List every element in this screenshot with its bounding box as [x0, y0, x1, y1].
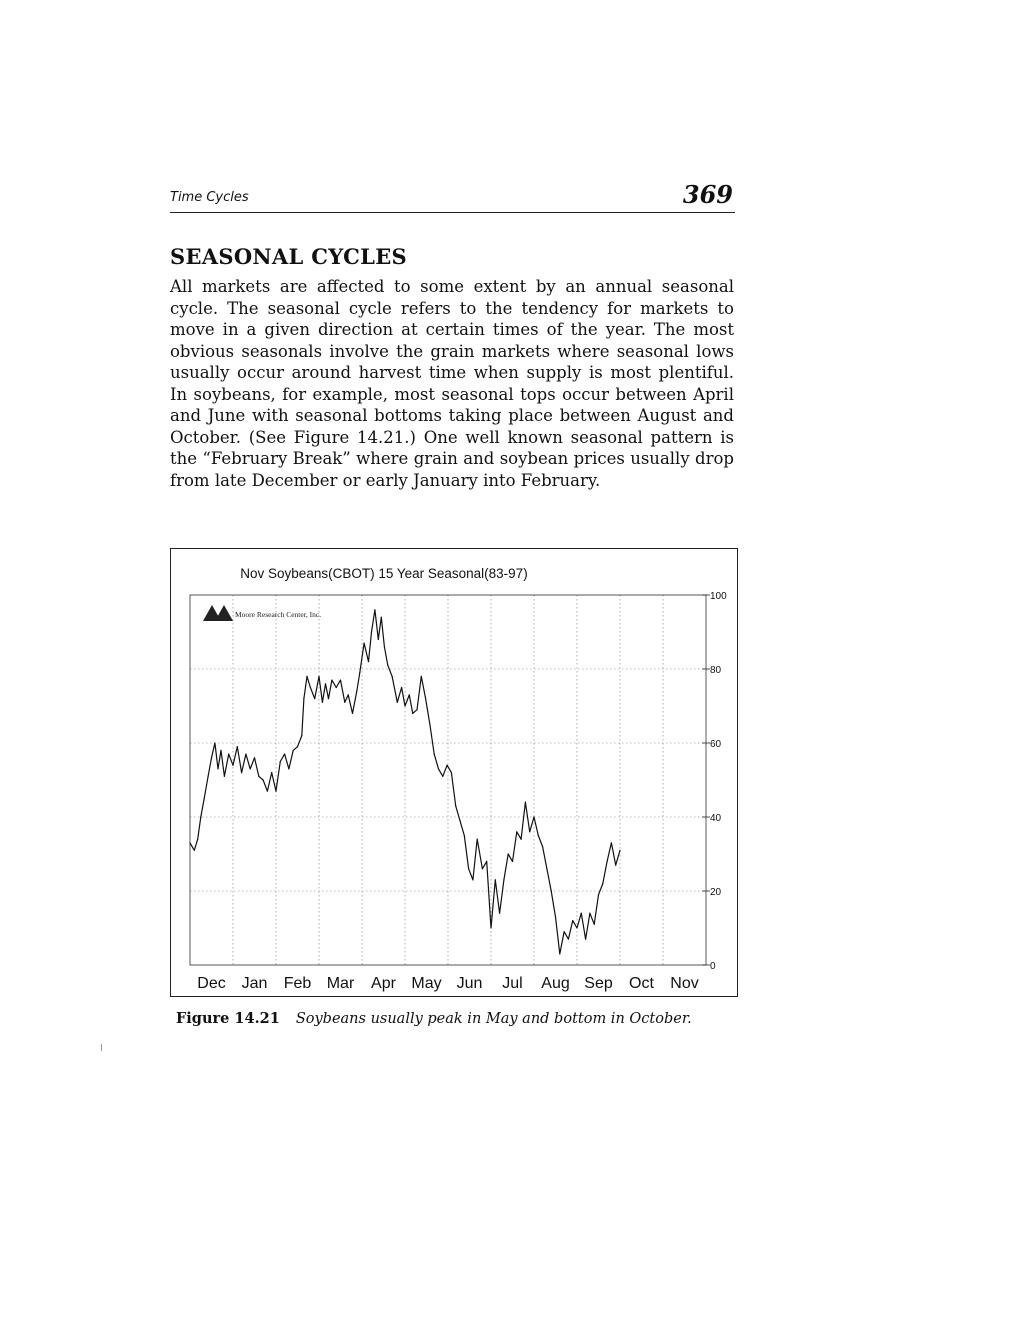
series-point [359, 672, 360, 673]
series-point [352, 713, 353, 714]
series-point [325, 683, 326, 684]
x-tick-label: Dec [197, 975, 226, 992]
series-point [284, 754, 285, 755]
series-point [429, 724, 430, 725]
series-point [598, 894, 599, 895]
series-point [551, 890, 552, 891]
series-point [455, 805, 456, 806]
series-point [217, 768, 218, 769]
series-point [421, 676, 422, 677]
series-point [245, 754, 246, 755]
series-point [482, 868, 483, 869]
series-point [525, 802, 526, 803]
series-point [340, 680, 341, 681]
series-point [464, 835, 465, 836]
series-point [224, 776, 225, 777]
series-point [585, 939, 586, 940]
scan-mark [101, 1044, 102, 1051]
series-point [303, 698, 304, 699]
figure-caption-text: Soybeans usually peak in May and bottom in October. [295, 1011, 692, 1027]
series-point [607, 861, 608, 862]
series-point [615, 865, 616, 866]
series-point [490, 927, 491, 928]
series-point [546, 868, 547, 869]
series-point [318, 676, 319, 677]
figure-caption [176, 1010, 692, 1027]
series-point [200, 816, 201, 817]
series-point [468, 868, 469, 869]
series-point [228, 754, 229, 755]
x-axis [197, 975, 698, 992]
series-point [392, 676, 393, 677]
series-point [254, 757, 255, 758]
seasonal-chart [171, 549, 737, 996]
series-point [241, 772, 242, 773]
series-point [275, 791, 276, 792]
series-point [364, 643, 365, 644]
series-point [331, 680, 332, 681]
figure-label: Figure 14.21 [176, 1010, 280, 1027]
running-head: Time Cycles [170, 190, 249, 205]
series-point [314, 698, 315, 699]
series-point [538, 835, 539, 836]
series-point [368, 661, 369, 662]
series-point [328, 698, 329, 699]
series-point [447, 765, 448, 766]
series-points [189, 609, 620, 954]
page-header [170, 182, 735, 213]
series-point [508, 853, 509, 854]
series-point [267, 791, 268, 792]
series-point [451, 772, 452, 773]
series-point [416, 709, 417, 710]
series-point [503, 879, 504, 880]
figure-frame [170, 548, 738, 997]
series-point [555, 916, 556, 917]
series-point [263, 779, 264, 780]
series-point [387, 665, 388, 666]
logo-mark-right [215, 605, 233, 621]
y-tick-label: 0 [710, 961, 716, 972]
chart-title: Nov Soybeans(CBOT) 15 Year Seasonal(83-97) [240, 566, 528, 581]
series-point [425, 698, 426, 699]
series-point [237, 746, 238, 747]
series-point [533, 816, 534, 817]
moore-research-logo [203, 605, 321, 621]
y-tick-label: 20 [710, 887, 722, 898]
x-tick-label: May [411, 975, 442, 992]
x-tick-label: Sep [584, 975, 613, 992]
series-point [322, 702, 323, 703]
page-number: 369 [682, 180, 733, 209]
series-point [250, 768, 251, 769]
series-point [477, 839, 478, 840]
x-tick-label: Jul [502, 975, 523, 992]
series-point [348, 694, 349, 695]
series-point [521, 839, 522, 840]
series-point [280, 761, 281, 762]
series-point [371, 631, 372, 632]
series-point [356, 691, 357, 692]
x-tick-label: Aug [541, 975, 570, 992]
series-point [204, 798, 205, 799]
series-point [310, 687, 311, 688]
y-tick-label: 60 [710, 739, 722, 750]
series-point [572, 920, 573, 921]
chart-grid [190, 595, 706, 965]
series-point [271, 772, 272, 773]
series-point [412, 713, 413, 714]
series-point [293, 750, 294, 751]
series-point [344, 702, 345, 703]
series-point [384, 646, 385, 647]
series-point [499, 913, 500, 914]
series-point [397, 702, 398, 703]
logo-text: Moore Research Center, Inc. [235, 610, 322, 619]
series-point [197, 839, 198, 840]
x-tick-label: Jan [241, 975, 268, 992]
series-point [258, 776, 259, 777]
series-point [512, 861, 513, 862]
series-point [194, 850, 195, 851]
series-point [438, 768, 439, 769]
series-point [434, 754, 435, 755]
series-point [594, 924, 595, 925]
series-point [602, 883, 603, 884]
x-tick-label: Oct [629, 975, 654, 992]
series-point [516, 831, 517, 832]
series-point [459, 820, 460, 821]
series-point [409, 694, 410, 695]
series-point [232, 765, 233, 766]
series-point [208, 776, 209, 777]
series-point [611, 842, 612, 843]
series-point [189, 842, 190, 843]
series-point [486, 861, 487, 862]
series-point [568, 939, 569, 940]
series-point [559, 953, 560, 954]
series-point [381, 617, 382, 618]
section-title: SEASONAL CYCLES [170, 244, 407, 269]
series-point [581, 913, 582, 914]
series-point [301, 735, 302, 736]
series-point [576, 927, 577, 928]
x-tick-label: Apr [371, 975, 396, 992]
series-point [589, 913, 590, 914]
series-point [495, 879, 496, 880]
series-point [336, 687, 337, 688]
series-point [401, 687, 402, 688]
series-point [542, 846, 543, 847]
y-tick-label: 40 [710, 813, 722, 824]
x-tick-label: Mar [326, 975, 355, 992]
series-point [214, 742, 215, 743]
series-point [619, 850, 620, 851]
body-paragraph: All markets are affected to some extent by an annual seasonal cycle. The seasonal cycle refers to the tendency for markets to move in a given direction at certain times of the year. The most obvious seasonals involve the grain markets where seasonal lows usually occur around harvest time when supply is most plentiful. In soybeans, for example, most seasonal tops occur between April and June with seasonal bottoms taking place between August and October. (See Figure 14.21.) One well known seasonal pattern is the “February Break” where grain and soybean prices usually drop from late December or early January into February. [170, 277, 734, 490]
series-point [220, 750, 221, 751]
series-line [190, 610, 620, 954]
series-point [472, 879, 473, 880]
series-point [306, 676, 307, 677]
series-point [288, 768, 289, 769]
series-point [378, 639, 379, 640]
x-tick-label: Jun [456, 975, 483, 992]
series-point [564, 931, 565, 932]
x-tick-label: Nov [670, 975, 699, 992]
x-tick-label: Feb [283, 975, 312, 992]
series-point [374, 609, 375, 610]
series-point [404, 705, 405, 706]
y-tick-label: 100 [710, 591, 727, 602]
series-point [529, 831, 530, 832]
series-point [211, 757, 212, 758]
series-point [297, 746, 298, 747]
y-tick-label: 80 [710, 665, 722, 676]
series-point [442, 776, 443, 777]
